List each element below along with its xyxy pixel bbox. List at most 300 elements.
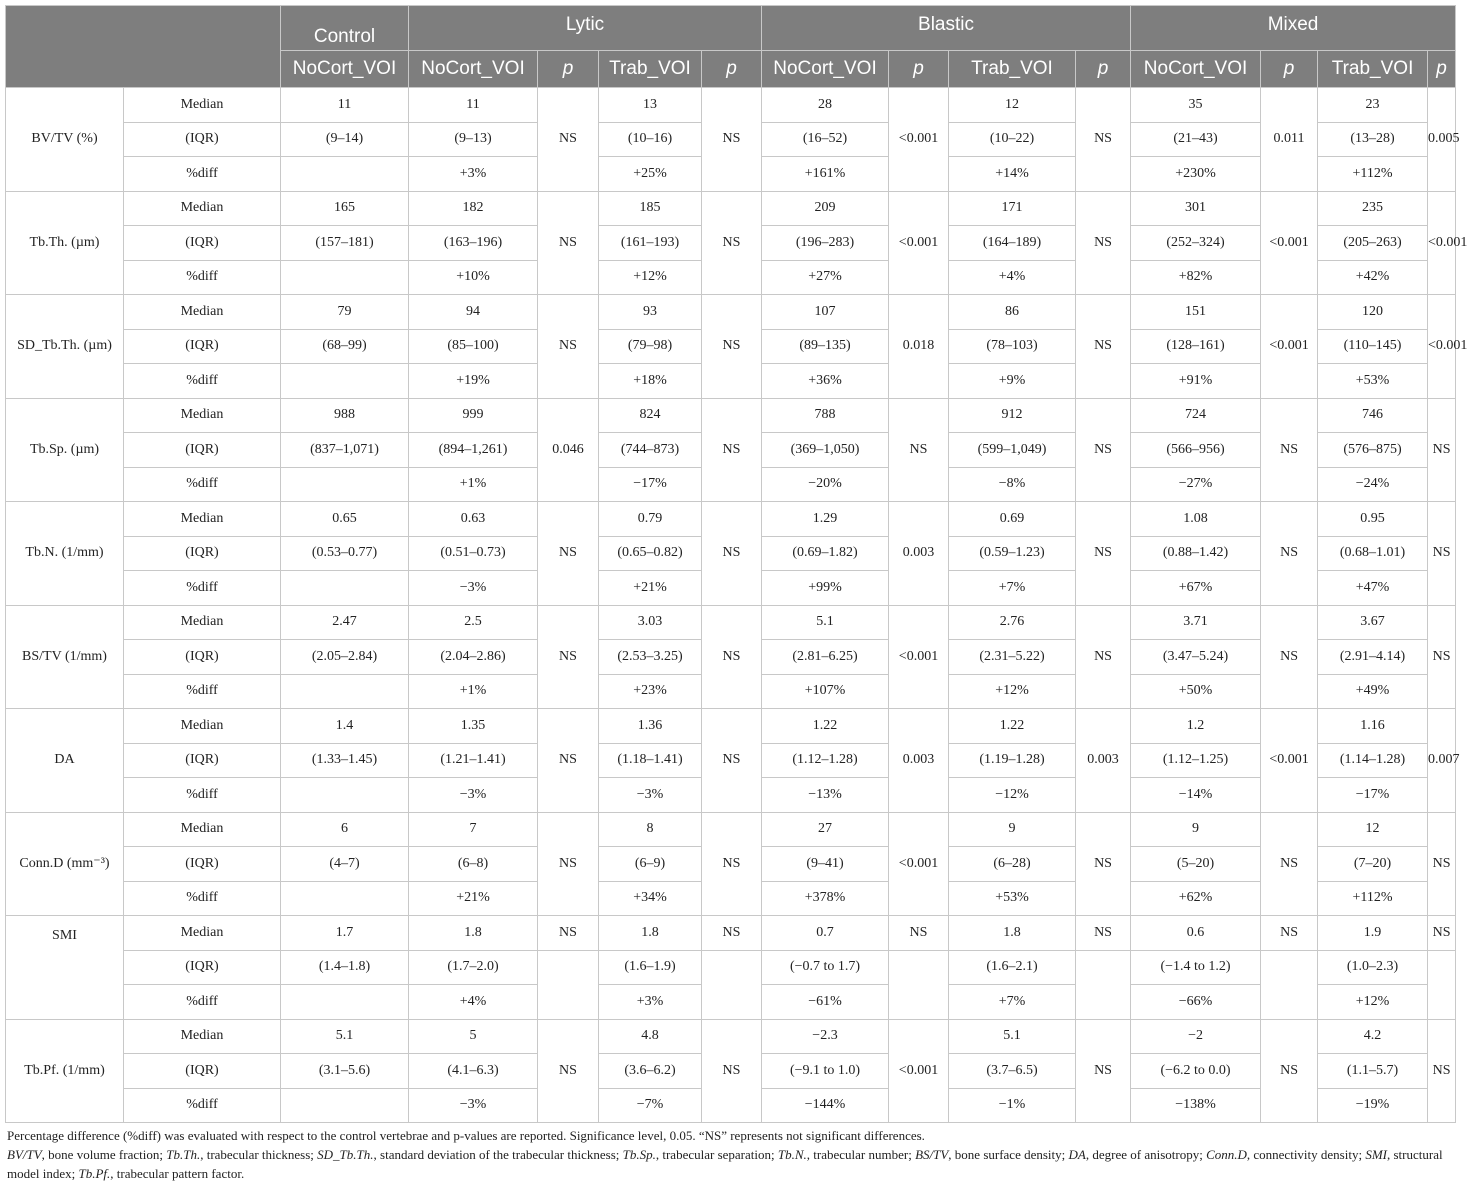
diff-value: −1% (949, 1088, 1076, 1123)
iqr-value: (369–1,050) (762, 433, 889, 468)
diff-value: +34% (599, 881, 702, 916)
diff-value: +18% (599, 364, 702, 399)
parameter-label: Tb.Sp. (µm) (6, 398, 124, 502)
p-value: NS (538, 295, 599, 399)
iqr-value: (1.19–1.28) (949, 743, 1076, 778)
iqr-value: (79–98) (599, 329, 702, 364)
iqr-value: (163–196) (409, 226, 538, 261)
diff-value (281, 1088, 409, 1123)
p-value: NS (1428, 605, 1456, 709)
median-value: 999 (409, 398, 538, 433)
parameter-label: BS/TV (1/mm) (6, 605, 124, 709)
median-value: 13 (599, 88, 702, 123)
diff-value: +3% (599, 985, 702, 1020)
abbreviation-definition: , standard deviation of the trabecular thickness; (373, 1147, 623, 1162)
diff-value: −3% (409, 778, 538, 813)
diff-value: +50% (1131, 674, 1261, 709)
iqr-value: (157–181) (281, 226, 409, 261)
table-row (6, 605, 1456, 640)
stat-label: (IQR) (124, 433, 281, 468)
p-value-empty (1261, 950, 1318, 1019)
diff-value: +23% (599, 674, 702, 709)
diff-value: −3% (409, 1088, 538, 1123)
median-value: 1.29 (762, 502, 889, 537)
iqr-value: (837–1,071) (281, 433, 409, 468)
p-value: NS (702, 502, 762, 606)
p-value: NS (1076, 916, 1131, 951)
p-value: 0.007 (1428, 709, 1456, 813)
diff-value: −138% (1131, 1088, 1261, 1123)
median-value: 12 (949, 88, 1076, 123)
iqr-value: (128–161) (1131, 329, 1261, 364)
median-value: 79 (281, 295, 409, 330)
diff-value: −14% (1131, 778, 1261, 813)
median-value: 1.9 (1318, 916, 1428, 951)
stat-label: %diff (124, 985, 281, 1020)
median-value: 8 (599, 812, 702, 847)
p-value: NS (538, 502, 599, 606)
diff-value: +42% (1318, 260, 1428, 295)
diff-value: +91% (1131, 364, 1261, 399)
abbreviation-term: Conn.D (1206, 1147, 1247, 1162)
diff-value: −3% (409, 571, 538, 606)
diff-value: −8% (949, 467, 1076, 502)
iqr-value: (4.1–6.3) (409, 1054, 538, 1089)
diff-value (281, 881, 409, 916)
iqr-value: (5–20) (1131, 847, 1261, 882)
median-value: 209 (762, 191, 889, 226)
median-value: 3.03 (599, 605, 702, 640)
p-value: NS (1076, 605, 1131, 709)
p-value: NS (1261, 502, 1318, 606)
stat-label: (IQR) (124, 950, 281, 985)
iqr-value: (1.21–1.41) (409, 743, 538, 778)
iqr-value: (1.6–1.9) (599, 950, 702, 985)
abbreviation-term: Tb.N. (777, 1147, 807, 1162)
diff-value: +82% (1131, 260, 1261, 295)
iqr-value: (1.12–1.28) (762, 743, 889, 778)
abbreviation-term: Tb.Sp. (622, 1147, 656, 1162)
median-value: 0.63 (409, 502, 538, 537)
median-value: 1.8 (409, 916, 538, 951)
parameter-label: Tb.N. (1/mm) (6, 502, 124, 606)
p-value-empty (889, 950, 949, 1019)
median-value: 2.76 (949, 605, 1076, 640)
iqr-value: (1.7–2.0) (409, 950, 538, 985)
subheader-p: p (889, 51, 949, 88)
abbreviation-definition: , trabecular number; (806, 1147, 916, 1162)
subheader-p: p (1428, 51, 1456, 88)
median-value: 2.5 (409, 605, 538, 640)
table-row (6, 709, 1456, 744)
header-group-lytic: Lytic (409, 6, 762, 51)
subheader-p: p (538, 51, 599, 88)
diff-value: +112% (1318, 881, 1428, 916)
table-footnotes (5, 1126, 1455, 1183)
median-value: 6 (281, 812, 409, 847)
header-corner (6, 6, 281, 88)
iqr-value: (13–28) (1318, 122, 1428, 157)
p-value: <0.001 (1428, 191, 1456, 295)
subheader-cell: NoCort_VOI (1131, 51, 1261, 88)
median-value: 23 (1318, 88, 1428, 123)
median-value: 0.95 (1318, 502, 1428, 537)
p-value: <0.001 (889, 1019, 949, 1123)
iqr-value: (599–1,049) (949, 433, 1076, 468)
iqr-value: (0.69–1.82) (762, 536, 889, 571)
diff-value: +36% (762, 364, 889, 399)
diff-value: +1% (409, 467, 538, 502)
iqr-value: (−6.2 to 0.0) (1131, 1054, 1261, 1089)
iqr-value: (68–99) (281, 329, 409, 364)
abbreviation-definition: , trabecular pattern factor. (110, 1166, 245, 1181)
header-group-control: Control (281, 6, 409, 51)
p-value: NS (702, 916, 762, 951)
abbreviation-term: BV/TV (7, 1147, 42, 1162)
median-value: −2 (1131, 1019, 1261, 1054)
subheader-cell: NoCort_VOI (281, 51, 409, 88)
p-value: NS (889, 398, 949, 502)
iqr-value: (1.33–1.45) (281, 743, 409, 778)
median-value: 5.1 (949, 1019, 1076, 1054)
p-value: NS (538, 191, 599, 295)
iqr-value: (2.31–5.22) (949, 640, 1076, 675)
median-value: 746 (1318, 398, 1428, 433)
p-value: <0.001 (1261, 191, 1318, 295)
median-value: 824 (599, 398, 702, 433)
p-value: NS (1261, 398, 1318, 502)
diff-value: −17% (1318, 778, 1428, 813)
footnote-abbreviations (7, 1145, 1455, 1183)
diff-value: −27% (1131, 467, 1261, 502)
median-value: 0.65 (281, 502, 409, 537)
diff-value: −19% (1318, 1088, 1428, 1123)
median-value: 1.8 (949, 916, 1076, 951)
results-table-container (5, 5, 1467, 1183)
iqr-value: (78–103) (949, 329, 1076, 364)
p-value: <0.001 (889, 191, 949, 295)
diff-value: −7% (599, 1088, 702, 1123)
iqr-value: (252–324) (1131, 226, 1261, 261)
diff-value: +9% (949, 364, 1076, 399)
parameter-label: Tb.Pf. (1/mm) (6, 1019, 124, 1123)
iqr-value: (89–135) (762, 329, 889, 364)
p-value: NS (538, 88, 599, 192)
diff-value (281, 364, 409, 399)
iqr-value: (0.68–1.01) (1318, 536, 1428, 571)
p-value: 0.011 (1261, 88, 1318, 192)
abbreviation-term: SMI (1365, 1147, 1387, 1162)
stat-label: Median (124, 295, 281, 330)
table-row (6, 295, 1456, 330)
diff-value: +7% (949, 985, 1076, 1020)
table-row (6, 398, 1456, 433)
table-row (6, 950, 1456, 985)
stat-label: Median (124, 88, 281, 123)
table-row (6, 88, 1456, 123)
p-value-empty (702, 950, 762, 1019)
iqr-value: (2.05–2.84) (281, 640, 409, 675)
p-value-empty (538, 950, 599, 1019)
iqr-value: (1.1–5.7) (1318, 1054, 1428, 1089)
stat-label: %diff (124, 571, 281, 606)
stat-label: Median (124, 709, 281, 744)
p-value: NS (1076, 88, 1131, 192)
iqr-value: (894–1,261) (409, 433, 538, 468)
diff-value: +21% (599, 571, 702, 606)
iqr-value: (6–8) (409, 847, 538, 882)
iqr-value: (7–20) (1318, 847, 1428, 882)
iqr-value: (0.53–0.77) (281, 536, 409, 571)
diff-value: −20% (762, 467, 889, 502)
median-value: 93 (599, 295, 702, 330)
p-value: NS (1076, 502, 1131, 606)
stat-label: %diff (124, 260, 281, 295)
iqr-value: (6–9) (599, 847, 702, 882)
median-value: 1.36 (599, 709, 702, 744)
iqr-value: (−9.1 to 1.0) (762, 1054, 889, 1089)
parameter-label: SD_Tb.Th. (µm) (6, 295, 124, 399)
median-value: 7 (409, 812, 538, 847)
subheader-p: p (1076, 51, 1131, 88)
stat-label: Median (124, 812, 281, 847)
iqr-value: (3.1–5.6) (281, 1054, 409, 1089)
diff-value: +3% (409, 157, 538, 192)
abbreviation-term: DA (1068, 1147, 1086, 1162)
p-value: NS (1428, 398, 1456, 502)
p-value: 0.003 (889, 502, 949, 606)
p-value: 0.005 (1428, 88, 1456, 192)
diff-value: +49% (1318, 674, 1428, 709)
median-value: 11 (409, 88, 538, 123)
diff-value: +10% (409, 260, 538, 295)
diff-value: +67% (1131, 571, 1261, 606)
median-value: 4.8 (599, 1019, 702, 1054)
abbreviation-term: Tb.Pf. (78, 1166, 111, 1181)
median-value: 0.6 (1131, 916, 1261, 951)
p-value: <0.001 (1428, 295, 1456, 399)
p-value: NS (702, 398, 762, 502)
diff-value: +19% (409, 364, 538, 399)
diff-value (281, 571, 409, 606)
p-value: 0.003 (1076, 709, 1131, 813)
diff-value: +12% (1318, 985, 1428, 1020)
parameter-label: DA (6, 709, 124, 813)
median-value: 1.22 (949, 709, 1076, 744)
stat-label: Median (124, 1019, 281, 1054)
p-value: NS (1261, 812, 1318, 916)
p-value: NS (1428, 502, 1456, 606)
diff-value: −144% (762, 1088, 889, 1123)
iqr-value: (1.6–2.1) (949, 950, 1076, 985)
diff-value: +62% (1131, 881, 1261, 916)
median-value: 3.67 (1318, 605, 1428, 640)
diff-value: +1% (409, 674, 538, 709)
p-value: NS (702, 88, 762, 192)
abbreviation-definition: , degree of anisotropy; (1085, 1147, 1207, 1162)
diff-value: −24% (1318, 467, 1428, 502)
p-value: NS (1428, 916, 1456, 951)
subheader-cell: NoCort_VOI (762, 51, 889, 88)
diff-value: +12% (599, 260, 702, 295)
results-table (5, 5, 1467, 1123)
median-value: 0.69 (949, 502, 1076, 537)
median-value: 182 (409, 191, 538, 226)
median-value: 235 (1318, 191, 1428, 226)
p-value: NS (702, 709, 762, 813)
median-value: 185 (599, 191, 702, 226)
median-value: 86 (949, 295, 1076, 330)
p-value: NS (538, 812, 599, 916)
parameter-label: BV/TV (%) (6, 88, 124, 192)
p-value: NS (702, 605, 762, 709)
p-value: NS (538, 916, 599, 951)
median-value: 1.22 (762, 709, 889, 744)
stat-label: Median (124, 502, 281, 537)
median-value: 94 (409, 295, 538, 330)
median-value: 165 (281, 191, 409, 226)
p-value: NS (702, 191, 762, 295)
iqr-value: (−1.4 to 1.2) (1131, 950, 1261, 985)
iqr-value: (9–41) (762, 847, 889, 882)
median-value: 3.71 (1131, 605, 1261, 640)
median-value: −2.3 (762, 1019, 889, 1054)
abbreviation-definition: , trabecular separation; (655, 1147, 778, 1162)
table-row (6, 191, 1456, 226)
median-value: 1.4 (281, 709, 409, 744)
diff-value: −17% (599, 467, 702, 502)
table-row (6, 502, 1456, 537)
iqr-value: (0.51–0.73) (409, 536, 538, 571)
parameter-label: Tb.Th. (µm) (6, 191, 124, 295)
p-value: 0.046 (538, 398, 599, 502)
median-value: 11 (281, 88, 409, 123)
diff-value: +25% (599, 157, 702, 192)
iqr-value: (744–873) (599, 433, 702, 468)
median-value: 301 (1131, 191, 1261, 226)
median-value: 1.8 (599, 916, 702, 951)
median-value: 5.1 (281, 1019, 409, 1054)
p-value: NS (538, 605, 599, 709)
diff-value: +4% (949, 260, 1076, 295)
stat-label: Median (124, 398, 281, 433)
diff-value: +21% (409, 881, 538, 916)
iqr-value: (0.65–0.82) (599, 536, 702, 571)
p-value: <0.001 (1261, 709, 1318, 813)
p-value-empty (1076, 950, 1131, 1019)
median-value: 724 (1131, 398, 1261, 433)
median-value: 0.79 (599, 502, 702, 537)
p-value: <0.001 (889, 812, 949, 916)
p-value: 0.018 (889, 295, 949, 399)
results-table-body (6, 88, 1467, 1123)
median-value: 27 (762, 812, 889, 847)
iqr-value: (2.53–3.25) (599, 640, 702, 675)
stat-label: (IQR) (124, 847, 281, 882)
diff-value: +378% (762, 881, 889, 916)
p-value: NS (1428, 1019, 1456, 1123)
stat-label: (IQR) (124, 226, 281, 261)
diff-value (281, 467, 409, 502)
p-value: <0.001 (889, 88, 949, 192)
p-value: NS (1428, 812, 1456, 916)
abbreviation-term: SD_Tb.Th. (317, 1147, 374, 1162)
iqr-value: (0.59–1.23) (949, 536, 1076, 571)
header-group-mixed: Mixed (1131, 6, 1456, 51)
median-value: 9 (949, 812, 1076, 847)
diff-value (281, 157, 409, 192)
header-row-groups (6, 6, 1456, 51)
stat-label: %diff (124, 1088, 281, 1123)
median-value: 4.2 (1318, 1019, 1428, 1054)
iqr-value: (16–52) (762, 122, 889, 157)
median-value: 5.1 (762, 605, 889, 640)
subheader-p: p (702, 51, 762, 88)
p-value: NS (538, 1019, 599, 1123)
diff-value (281, 674, 409, 709)
diff-value: +230% (1131, 157, 1261, 192)
stat-label: (IQR) (124, 1054, 281, 1089)
diff-value: +14% (949, 157, 1076, 192)
diff-value: +47% (1318, 571, 1428, 606)
diff-value: +12% (949, 674, 1076, 709)
stat-label: Median (124, 605, 281, 640)
median-value: 28 (762, 88, 889, 123)
iqr-value: (85–100) (409, 329, 538, 364)
abbreviation-term: BS/TV (915, 1147, 949, 1162)
p-value-empty (1428, 950, 1456, 1019)
abbreviation-definition: , connectivity density; (1246, 1147, 1366, 1162)
table-row (6, 916, 1456, 951)
p-value: <0.001 (889, 605, 949, 709)
stat-label: %diff (124, 674, 281, 709)
median-value: 1.08 (1131, 502, 1261, 537)
iqr-value: (205–263) (1318, 226, 1428, 261)
stat-label: %diff (124, 778, 281, 813)
abbreviation-definition: , structural model index; (7, 1147, 1443, 1181)
iqr-value: (−0.7 to 1.7) (762, 950, 889, 985)
stat-label: Median (124, 191, 281, 226)
iqr-value: (110–145) (1318, 329, 1428, 364)
median-value: 5 (409, 1019, 538, 1054)
abbreviation-definition: , bone volume fraction; (41, 1147, 167, 1162)
p-value: NS (1261, 605, 1318, 709)
diff-value: +107% (762, 674, 889, 709)
median-value: 120 (1318, 295, 1428, 330)
median-value: 1.2 (1131, 709, 1261, 744)
median-value: 9 (1131, 812, 1261, 847)
diff-value: −13% (762, 778, 889, 813)
parameter-label: SMI (6, 916, 124, 1020)
iqr-value: (21–43) (1131, 122, 1261, 157)
median-value: 0.7 (762, 916, 889, 951)
iqr-value: (566–956) (1131, 433, 1261, 468)
median-value: 988 (281, 398, 409, 433)
iqr-value: (1.12–1.25) (1131, 743, 1261, 778)
median-value: 788 (762, 398, 889, 433)
iqr-value: (2.81–6.25) (762, 640, 889, 675)
abbreviation-definition: , trabecular thickness; (200, 1147, 318, 1162)
iqr-value: (1.14–1.28) (1318, 743, 1428, 778)
median-value: 1.7 (281, 916, 409, 951)
median-value: 1.16 (1318, 709, 1428, 744)
iqr-value: (2.04–2.86) (409, 640, 538, 675)
abbreviation-definition: , bone surface density; (948, 1147, 1069, 1162)
p-value: NS (702, 1019, 762, 1123)
diff-value: −61% (762, 985, 889, 1020)
stat-label: %diff (124, 364, 281, 399)
iqr-value: (3.7–6.5) (949, 1054, 1076, 1089)
